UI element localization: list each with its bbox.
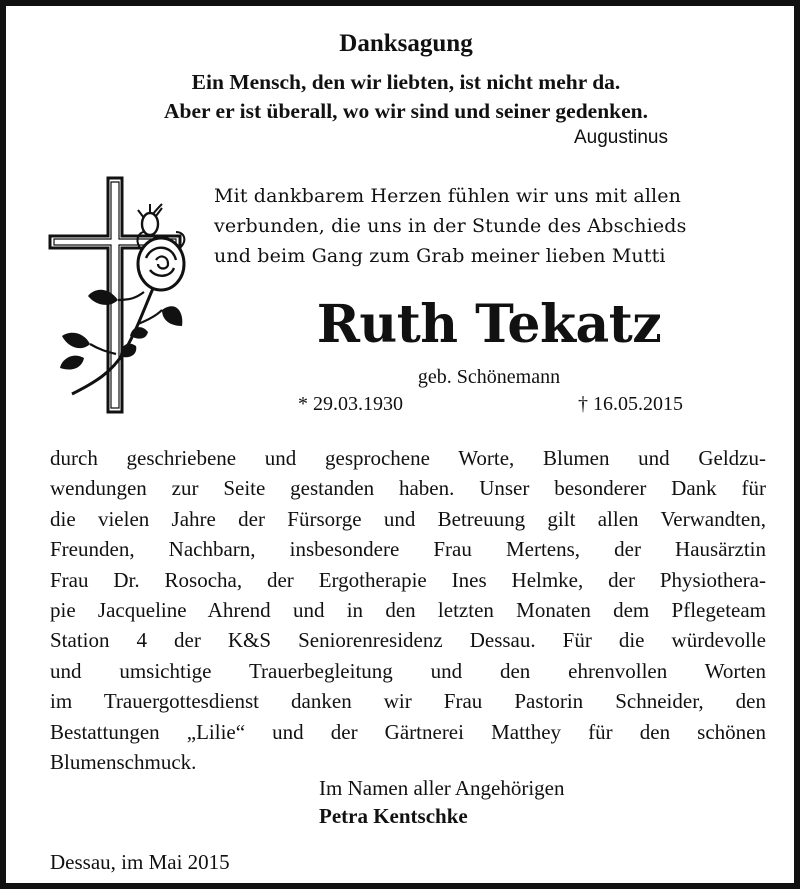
place-date: Dessau, im Mai 2015 xyxy=(50,850,230,874)
body-line: im Trauergottesdienst danken wir Frau Pastorin Schneider, den xyxy=(50,689,766,714)
motto-line: Ein Mensch, den wir liebten, ist nicht mehr da. xyxy=(191,70,621,94)
motto-quote xyxy=(6,68,800,126)
motto-line: Aber er ist überall, wo wir sind und seiner gedenken. xyxy=(163,99,648,123)
body-line: Frau Dr. Rosocha, der Ergotherapie Ines Helmke, der Physiothera- xyxy=(50,567,766,592)
cross-with-rose-icon xyxy=(44,174,194,416)
notice-title: Danksagung xyxy=(339,30,473,57)
body-line: Station 4 der K&S Seniorenresidenz Dessau. Für die würdevolle xyxy=(50,628,766,653)
birth-name: geb. Schönemann xyxy=(417,366,561,388)
motto-author: Augustinus xyxy=(573,127,668,148)
intro-line: Mit dankbarem Herzen fühlen wir uns mit allen xyxy=(214,185,682,207)
signature-block xyxy=(319,774,565,830)
birth-date: * 29.03.1930 xyxy=(298,393,403,415)
body-line: Blumenschmuck. xyxy=(50,750,197,775)
body-line: pie Jacqueline Ahrend und in den letzten Monaten dem Pflegeteam xyxy=(50,598,766,623)
body-line: Freunden, Nachbarn, insbesondere Frau Mertens, der Hausärztin xyxy=(50,537,766,562)
deceased-name: Ruth Tekatz xyxy=(316,294,662,355)
thanks-body xyxy=(50,443,766,777)
body-line: wendungen zur Seite gestanden haben. Unser besonderer Dank für xyxy=(50,476,766,501)
signature-line: Im Namen aller Angehörigen xyxy=(319,776,565,800)
intro-text xyxy=(214,181,764,271)
body-line: die vielen Jahre der Fürsorge und Betreuung gilt allen Verwandten, xyxy=(50,506,766,531)
body-line: Bestattungen „Lilie“ und der Gärtnerei Matthey für den schönen xyxy=(50,719,766,744)
signer-name: Petra Kentschke xyxy=(319,804,468,828)
intro-line: verbunden, die uns in der Stunde des Abschieds xyxy=(214,215,687,237)
body-line: durch geschriebene und gesprochene Worte, Blumen und Geldzu- xyxy=(50,446,766,470)
intro-line: und beim Gang zum Grab meiner lieben Mutti xyxy=(214,245,666,267)
life-dates xyxy=(298,391,683,417)
death-date: † 16.05.2015 xyxy=(578,393,683,415)
body-line: und umsichtige Trauerbegleitung und den ehrenvollen Worten xyxy=(50,658,766,683)
